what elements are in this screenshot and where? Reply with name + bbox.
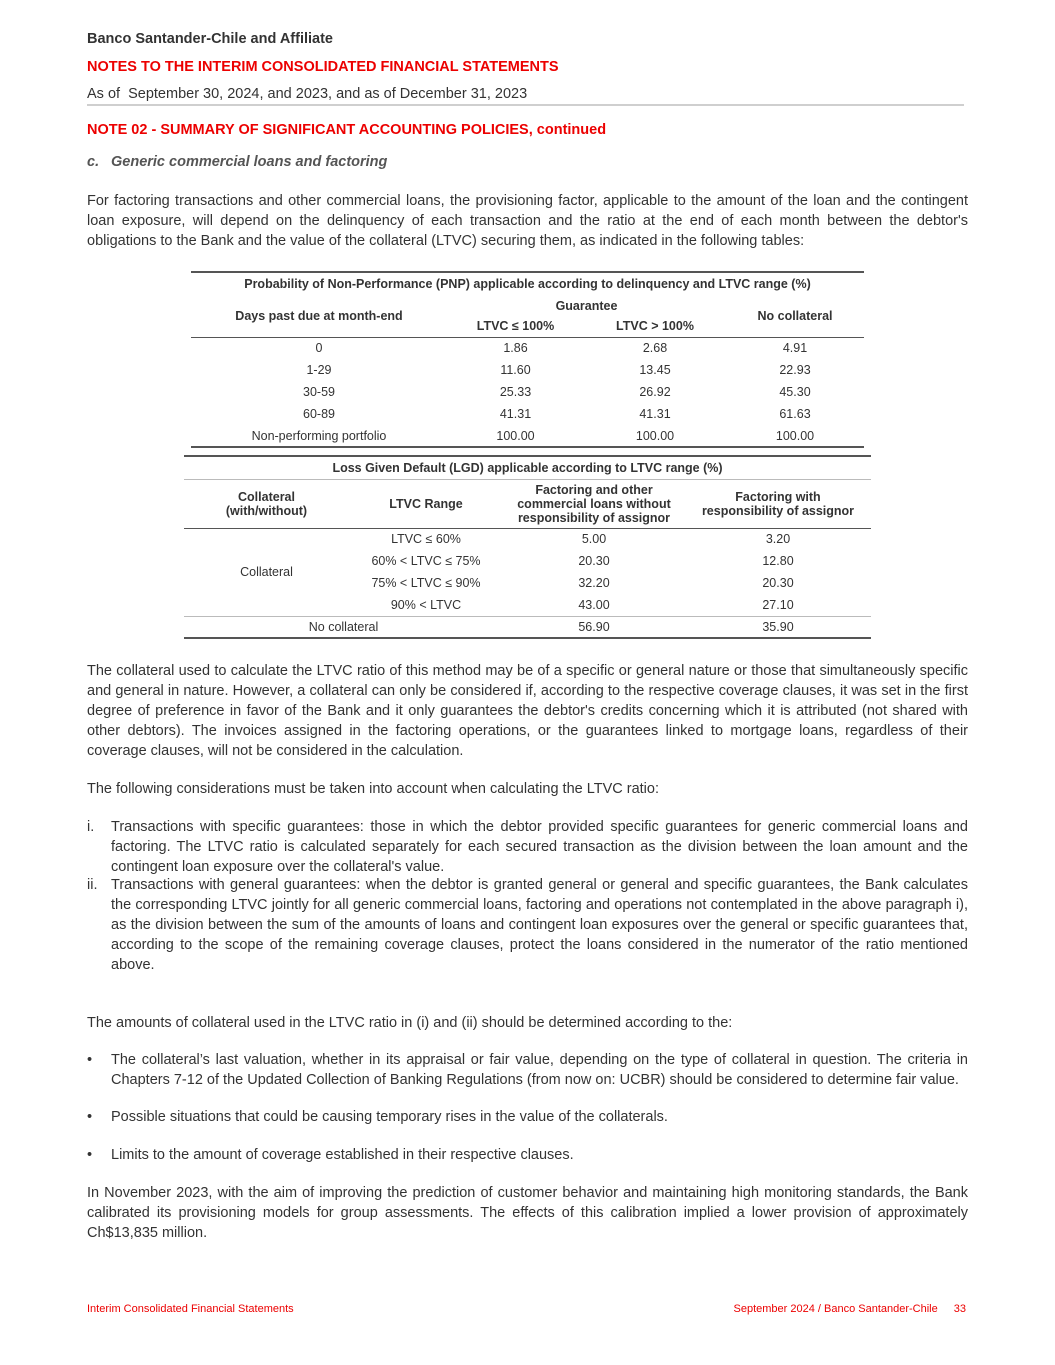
lgd-with: 3.20 (765, 532, 791, 547)
pnp-col-days: Days past due at month-end (235, 308, 403, 323)
notes-title: NOTES TO THE INTERIM CONSOLIDATED FINANCIAL STATEMENTS (87, 59, 559, 75)
pnp-no-collateral: 22.93 (779, 363, 811, 377)
table-row (184, 528, 871, 550)
lgd-without: 5.00 (581, 532, 607, 547)
lgd-without: 43.00 (578, 597, 610, 612)
collateral-paragraph: The collateral used to calculate the LTVC ratio of this method may be of a specific or general nature or those that simultaneously specific and general in nature. However, a collateral can only be considered if, according to the respective coverage clauses, it was set in the first degree of preference in favor of the Bank and it only guarantees the debtor's credits concerning which it is attributed (not shared with other debtors). The invoices assigned in the factoring operations, or the guarantees linked to mortgage loans, regardless of their coverage clauses, will not be considered in the calculation. (87, 663, 968, 759)
pnp-days: 0 (315, 341, 323, 356)
lgd-col-collateral-label: Collateral (with/without) (225, 489, 308, 518)
footer-left: Interim Consolidated Financial Statements (87, 1303, 294, 1315)
subsection-title (87, 154, 387, 170)
pnp-days: 1-29 (306, 363, 332, 377)
pnp-days: 60-89 (303, 407, 335, 421)
list-item (87, 1050, 968, 1090)
lgd-with: 27.10 (762, 597, 794, 612)
lgd-range: 75% < LTVC ≤ 90% (371, 576, 481, 590)
lgd-col-factoring-with (685, 479, 871, 528)
pnp-no-collateral: 4.91 (782, 341, 808, 356)
lgd-range: 90% < LTVC (390, 597, 462, 612)
pnp-ltvc-le: 100.00 (496, 428, 535, 443)
list-marker: i. (87, 819, 95, 835)
lgd-without: 20.30 (578, 554, 610, 568)
lgd-without: 32.20 (578, 576, 610, 590)
pnp-no-collateral: 45.30 (779, 385, 811, 399)
lgd-without: 56.90 (578, 619, 610, 634)
pnp-col-ltvc-gt: LTVC > 100% (616, 319, 694, 334)
pnp-ltvc-gt: 41.31 (639, 407, 671, 421)
lgd-no-collateral: No collateral (308, 619, 379, 634)
lgd-range: 60% < LTVC ≤ 75% (371, 554, 481, 568)
list-item (87, 1107, 968, 1127)
pnp-days: 30-59 (303, 385, 335, 399)
lgd-col-range: LTVC Range (389, 496, 463, 511)
header-divider (87, 104, 964, 106)
lgd-table (184, 455, 871, 639)
pnp-col-no-collateral: No collateral (757, 308, 833, 323)
lgd-with: 20.30 (762, 576, 794, 590)
as-of-date: As of September 30, 2024, and 2023, and as of December 31, 2023 (87, 86, 528, 102)
lgd-range: LTVC ≤ 60% (391, 532, 461, 547)
lgd-col-factoring-without-label: Factoring and other commercial loans without responsibility of assignor (517, 482, 671, 525)
lgd-table-title: Loss Given Default (LGD) applicable according to LTVC range (%) (332, 460, 723, 475)
pnp-ltvc-le: 1.86 (503, 341, 528, 356)
table-row (191, 425, 864, 447)
considerations-paragraph: The following considerations must be taken into account when calculating the LTVC ratio: (87, 781, 659, 797)
bullet-marker: • (87, 1109, 93, 1125)
table-row (184, 616, 871, 638)
pnp-ltvc-gt: 26.92 (639, 385, 671, 399)
list-item-text: Transactions with specific guarantees: those in which the debtor provided specific guarantees for generic commercial loans and factoring. The LTVC ratio is calculated separately for each secured transaction as the division between the loan amount and the contingent loan exposure over the collateral's value. (111, 819, 968, 875)
lgd-collateral-group: Collateral (240, 565, 293, 579)
november-paragraph: In November 2023, with the aim of improving the prediction of customer behavior and maintaining high monitoring standards, the Bank calibrated its provisioning models for group assessments. The effects of this calibration implied a lower provision of approximately Ch$13,835 million. (87, 1185, 968, 1241)
list-item-text: Limits to the amount of coverage established in their respective clauses. (111, 1147, 574, 1163)
subsection-text: Generic commercial loans and factoring (111, 154, 388, 170)
list-item (87, 875, 968, 975)
intro-paragraph: For factoring transactions and other commercial loans, the provisioning factor, applicable to the amount of the loan and the contingent loan exposure, will depend on the delinquency of each transaction and the ratio at the end of each month between the debtor's obligations to the Bank and the value of the collateral (LTVC) securing them, as indicated in the following tables: (87, 193, 968, 249)
lgd-with: 12.80 (762, 554, 794, 568)
pnp-ltvc-le: 41.31 (499, 407, 532, 421)
list-marker: ii. (87, 877, 98, 893)
pnp-days: Non-performing portfolio (251, 428, 387, 443)
pnp-ltvc-le: 25.33 (499, 385, 532, 399)
pnp-col-guarantee: Guarantee (555, 298, 618, 313)
lgd-col-collateral (184, 479, 349, 528)
pnp-no-collateral: 100.00 (775, 428, 815, 443)
table-row (191, 359, 864, 381)
table-row (191, 337, 864, 359)
pnp-ltvc-gt: 13.45 (639, 363, 671, 377)
bullet-marker: • (87, 1052, 93, 1068)
pnp-ltvc-le: 11.60 (500, 363, 531, 377)
list-item (87, 1145, 968, 1165)
list-item-text: Transactions with general guarantees: when the debtor is granted general or general and specific guarantees, the Bank calculates the corresponding LTVC jointly for all generic commercial loans, factoring and operations not contemplated in the above paragraph i), as the division between the sum of the amounts of loans and contingent loan exposures over the general or specific guarantees that, according to the scope of the remaining coverage clauses, protect the loans considered in the numerator of the ratio mentioned above. (111, 877, 968, 973)
lgd-with: 35.90 (762, 619, 794, 634)
bullet-marker: • (87, 1147, 93, 1163)
note-heading: NOTE 02 - SUMMARY OF SIGNIFICANT ACCOUNTING POLICIES, continued (87, 122, 607, 138)
pnp-table-title: Probability of Non-Performance (PNP) applicable according to delinquency and LTVC range (%) (244, 277, 811, 291)
list-item-text: The collateral’s last valuation, whether in its appraisal or fair value, depending on the type of collateral in question. The criteria in Chapters 7-12 of the Updated Collection of Banking Regulations (from now on: UCBR) should be considered to determine fair value. (111, 1052, 968, 1088)
list-item (87, 817, 968, 877)
amounts-paragraph: The amounts of collateral used in the LTVC ratio in (i) and (ii) should be determined according to the: (87, 1015, 733, 1031)
pnp-no-collateral: 61.63 (779, 407, 811, 421)
subsection-label: c. (87, 154, 100, 170)
table-row (191, 403, 864, 425)
footer-right-text: September 2024 / Banco Santander-Chile (733, 1303, 938, 1315)
lgd-col-factoring-without (503, 479, 685, 528)
list-item-text: Possible situations that could be causing temporary rises in the value of the collaterals. (111, 1109, 668, 1125)
page-number: 33 (953, 1303, 966, 1315)
table-row (191, 381, 864, 403)
lgd-col-factoring-with-label: Factoring with responsibility of assignor (701, 489, 855, 518)
pnp-ltvc-gt: 100.00 (635, 428, 675, 443)
pnp-col-ltvc-le: LTVC ≤ 100% (476, 319, 555, 334)
company-name: Banco Santander-Chile and Affiliate (87, 31, 333, 47)
pnp-table (191, 271, 864, 448)
pnp-ltvc-gt: 2.68 (642, 341, 668, 356)
footer-right (734, 1303, 967, 1315)
